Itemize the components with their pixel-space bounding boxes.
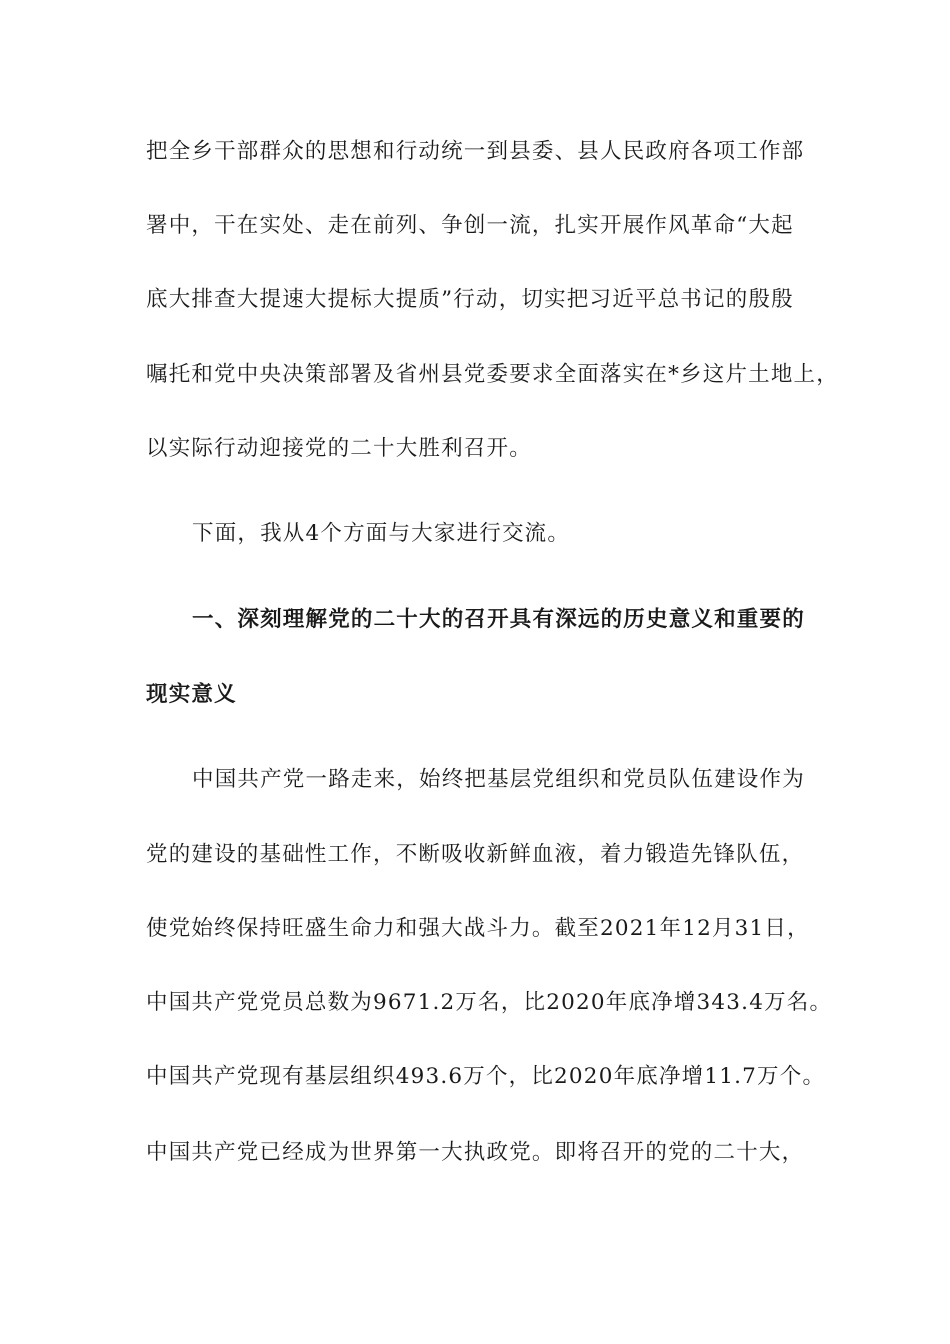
body-text-line: 中国共产党党员总数为9671.2万名，比2020年底净增343.4万名。 <box>146 990 833 1015</box>
body-text-line: 把全乡干部群众的思想和行动统一到县委、县人民政府各项工作部 <box>146 139 805 164</box>
body-text-line: 使党始终保持旺盛生命力和强大战斗力。截至2021年12月31日， <box>146 916 810 941</box>
section-heading: 一、深刻理解党的二十大的召开具有深远的历史意义和重要的 <box>192 607 805 632</box>
body-text-line: 中国共产党已经成为世界第一大执政党。即将召开的党的二十大， <box>146 1140 805 1165</box>
section-heading-continued: 现实意义 <box>146 682 237 707</box>
body-text-line: 底大排查大提速大提标大提质”行动，切实把习近平总书记的殷殷 <box>146 287 794 312</box>
body-text-line: 中国共产党现有基层组织493.6万个，比2020年底净增11.7万个。 <box>146 1064 826 1089</box>
body-text-line: 中国共产党一路走来，始终把基层党组织和党员队伍建设作为 <box>192 767 805 792</box>
body-text-line: 嘱托和党中央决策部署及省州县党委要求全面落实在*乡这片土地上， <box>146 362 839 387</box>
intro-paragraph: 下面，我从4个方面与大家进行交流。 <box>192 521 571 546</box>
body-text-line: 党的建设的基础性工作，不断吸收新鲜血液，着力锻造先锋队伍， <box>146 842 805 867</box>
body-text-line: 以实际行动迎接党的二十大胜利召开。 <box>146 436 532 461</box>
body-text-line: 署中，干在实处、走在前列、争创一流，扎实开展作风革命“大起 <box>146 213 794 238</box>
